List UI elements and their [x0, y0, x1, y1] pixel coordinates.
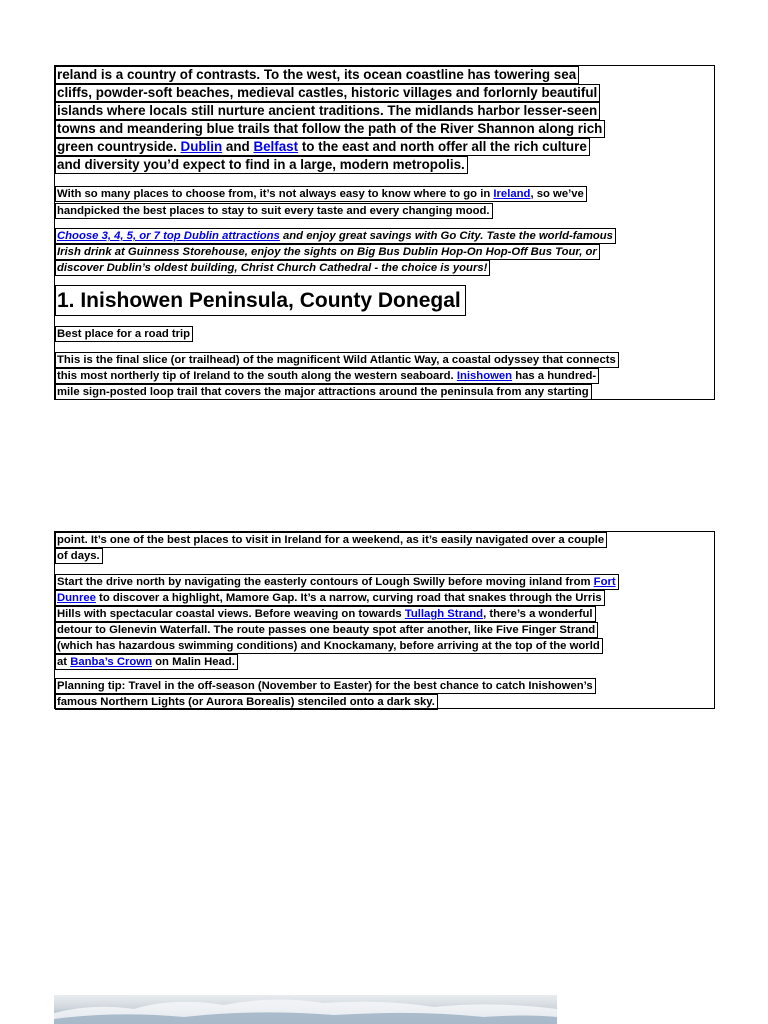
- paragraph-line: of days.: [55, 548, 103, 564]
- intro-line: reland is a country of contrasts. To the west, its ocean coastline has towering sea: [55, 66, 579, 84]
- planning-tip-line: Planning tip: Travel in the off-season (November to Easter) for the best chance to catch Inishowen’s: [55, 678, 596, 694]
- intro-line: green countryside. Dublin and Belfast to the east and north offer all the rich culture: [55, 138, 590, 156]
- section-heading: 1. Inishowen Peninsula, County Donegal: [55, 285, 466, 316]
- belfast-link[interactable]: Belfast: [253, 139, 299, 154]
- promo-line: Choose 3, 4, 5, or 7 top Dublin attractions and enjoy great savings with Go City. Taste the world-famous: [55, 228, 616, 244]
- cloud-image: [54, 995, 557, 1024]
- paragraph-line: this most northerly tip of Ireland to the south along the western seaboard. Inishowen has a hundred-: [55, 368, 599, 384]
- ireland-link[interactable]: Ireland: [493, 188, 531, 200]
- promo-line: discover Dublin’s oldest building, Christ Church Cathedral - the choice is yours!: [55, 260, 490, 276]
- sky-photo: [54, 995, 557, 1024]
- paragraph-line: handpicked the best places to stay to suit every taste and every changing mood.: [55, 203, 493, 219]
- paragraph-line: Start the drive north by navigating the easterly contours of Lough Swilly before moving inland from Fort: [55, 574, 619, 590]
- paragraph-line: Hills with spectacular coastal views. Before weaving on towards Tullagh Strand, there’s a wonderful: [55, 606, 596, 622]
- intro-line: cliffs, powder-soft beaches, medieval castles, historic villages and forlornly beautiful: [55, 84, 600, 102]
- inishowen-link[interactable]: Inishowen: [456, 370, 513, 382]
- intro-line: and diversity you’d expect to find in a large, modern metropolis.: [55, 156, 468, 174]
- banbas-crown-link[interactable]: Banba’s Crown: [70, 656, 152, 668]
- paragraph-line: This is the final slice (or trailhead) of the magnificent Wild Atlantic Way, a coastal odyssey that connects: [55, 352, 619, 368]
- page-1-content: [54, 65, 715, 400]
- paragraph-line: at Banba’s Crown on Malin Head.: [55, 654, 238, 670]
- promo-line: Irish drink at Guinness Storehouse, enjoy the sights on Big Bus Dublin Hop-On Hop-Off Bus Tour, or: [55, 244, 600, 260]
- paragraph-line: detour to Glenevin Waterfall. The route passes one beauty spot after another, like Five Finger Strand: [55, 622, 598, 638]
- paragraph-line: With so many places to choose from, it’s not always easy to know where to go in Ireland, so we’ve: [55, 186, 587, 202]
- fort-dunree-link-cont[interactable]: Dunree: [57, 592, 96, 604]
- planning-tip-line: famous Northern Lights (or Aurora Borealis) stenciled onto a dark sky.: [55, 694, 438, 710]
- intro-line: towns and meandering blue trails that follow the path of the River Shannon along rich: [55, 120, 605, 138]
- dublin-attractions-link[interactable]: Choose 3, 4, 5, or 7 top Dublin attractions: [57, 230, 280, 242]
- paragraph-line: (which has hazardous swimming conditions) and Knockamany, before arriving at the top of the world: [55, 638, 603, 654]
- paragraph-line: Dunree to discover a highlight, Mamore Gap. It’s a narrow, curving road that snakes through the Urris: [55, 590, 605, 606]
- page-2-content: [54, 531, 715, 709]
- fort-dunree-link[interactable]: Fort: [593, 576, 616, 588]
- paragraph-line: mile sign-posted loop trail that covers the major attractions around the peninsula from any starting: [55, 384, 592, 400]
- tullagh-strand-link[interactable]: Tullagh Strand: [404, 608, 484, 620]
- intro-line: islands where locals still nurture ancient traditions. The midlands harbor lesser-seen: [55, 102, 600, 120]
- paragraph-line: point. It’s one of the best places to visit in Ireland for a weekend, as it’s easily navigated over a couple: [55, 532, 607, 548]
- section-subheading: Best place for a road trip: [55, 326, 193, 342]
- dublin-link[interactable]: Dublin: [180, 139, 223, 154]
